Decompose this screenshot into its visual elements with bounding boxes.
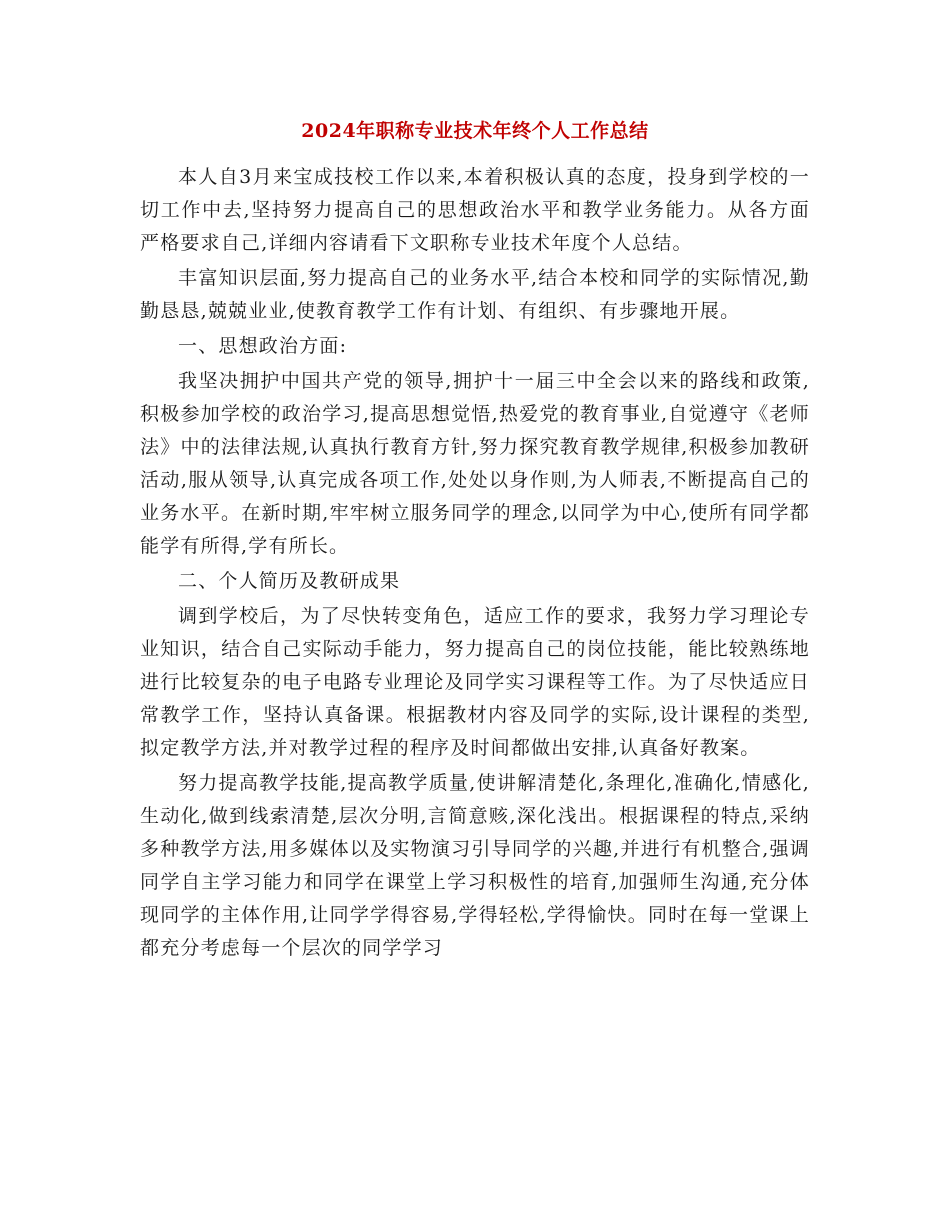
section-heading-politics: 一、思想政治方面: [178,335,348,357]
paragraph-politics: 我坚决拥护中国共产党的领导,拥护十一届三中全会以来的路线和政策,积极参加学校的政治学习,提高思想觉悟,热爱党的教育事业,自觉遵守《老师法》中的法律法规,认真执行教育方针,努力探究教育教学规律,积极参加教研活动,服从领导,认真完成各项工作,处处以身作则,为人师表,不断提高自己的业务水平。在新时期,牢牢树立服务同学的理念,以同学为中心,使所有同学都能学有所得,学有所长。 [140,370,810,557]
paragraph-teaching-skills: 努力提高教学技能,提高教学质量,使讲解清楚化,条理化,准确化,情感化,生动化,做到线索清楚,层次分明,言简意赅,深化浅出。根据课程的特点,采纳多种教学方法,用多媒体以及实物演习引导同学的兴趣,并进行有机整合,强调同学自主学习能力和同学在课堂上学习积极性的培育,加强师生沟通,充分体现同学的主体作用,让同学学得容易,学得轻松,学得愉快。同时在每一堂课上都充分考虑每一个层次的同学学习 [140,772,810,959]
paragraph-knowledge: 丰富知识层面,努力提高自己的业务水平,结合本校和同学的实际情况,勤勤恳恳,兢兢业业,使教育教学工作有计划、有组织、有步骤地开展。 [140,267,810,322]
paragraph-intro: 本人自3月来宝成技校工作以来,本着积极认真的态度，投身到学校的一切工作中去,坚持努力提高自己的思想政治水平和教学业务能力。从各方面严格要求自己,详细内容请看下文职称专业技术年度个人总结。 [140,166,810,254]
section-heading-resume: 二、个人简历及教研成果 [178,570,401,592]
document-title: 2024年职称专业技术年终个人工作总结 [301,120,649,142]
paragraph-resume: 调到学校后，为了尽快转变角色，适应工作的要求，我努力学习理论专业知识，结合自己实际动手能力，努力提高自己的岗位技能，能比较熟练地进行比较复杂的电子电路专业理论及同学实习课程等工作。为了尽快适应日常教学工作，坚持认真备课。根据教材内容及同学的实际,设计课程的类型,拟定教学方法,并对教学过程的程序及时间都做出安排,认真备好教案。 [140,605,810,759]
